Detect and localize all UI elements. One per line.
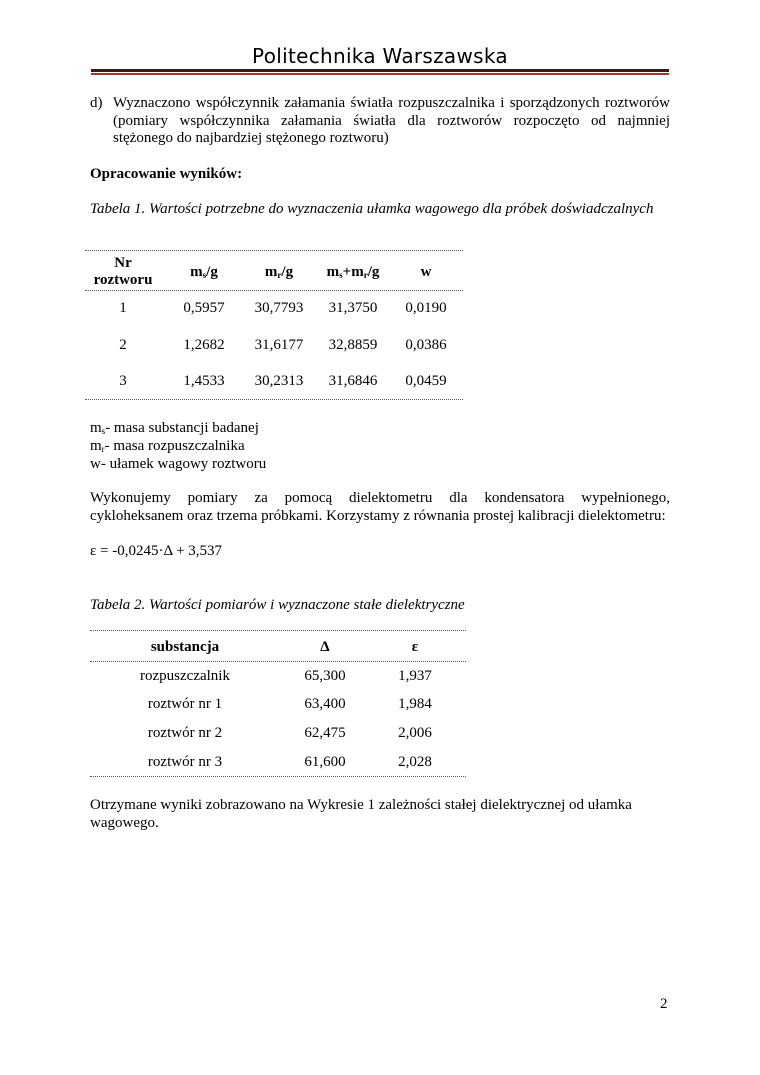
section-heading: Opracowanie wyników: (90, 166, 243, 182)
table-cell: 62,475 (304, 725, 346, 741)
header-nr-line1: Nr (114, 255, 132, 271)
header-rule-dark (91, 69, 669, 72)
table-cell: 1,937 (398, 668, 432, 684)
table-cell: 31,6177 (254, 337, 304, 353)
table1-bottom-rule (85, 399, 463, 400)
calibration-equation: ε = -0,0245·Δ + 3,537 (90, 543, 223, 559)
table-cell: 2,028 (398, 754, 432, 770)
header-rule-red (91, 73, 669, 75)
table-cell: 65,300 (304, 668, 346, 684)
table-cell: 61,600 (304, 754, 346, 770)
table-cell: 0,0386 (405, 337, 447, 353)
table-cell: 63,400 (304, 696, 346, 712)
table1-top-rule (85, 250, 463, 251)
table-cell: 3 (119, 373, 127, 389)
table-cell: 2 (119, 337, 127, 353)
table1-caption: Tabela 1. Wartości potrzebne do wyznaczenia ułamka wagowego dla próbek doświadczalnych (90, 201, 654, 217)
table-cell: 32,8859 (328, 337, 378, 353)
table1-header-sum: $m_s+m_r/g$ (326, 264, 380, 280)
legend-line-ms: $m_s-$ masa substancji badanej (90, 420, 259, 436)
conclusion-paragraph: Otrzymane wyniki zobrazowano na Wykresie 1 zależności stałej dielektrycznej od ułamka wagowego. (90, 797, 632, 831)
table2-top-rule (90, 630, 466, 631)
list-item-d (90, 95, 670, 148)
table1-header-w: w (420, 264, 432, 280)
measurement-paragraph: Wykonujemy pomiary za pomocą dielektometru dla kondensatora wypełnionego, cykloheksanem oraz trzema próbkami. Korzystamy z równania prostej kalibracji dielektometru: (90, 490, 670, 524)
table1-header-rule (85, 290, 463, 291)
table-cell: 31,3750 (328, 300, 378, 316)
page-header-title: Politechnika Warszawska (252, 44, 508, 68)
table2-bottom-rule (90, 776, 466, 777)
table-cell: 30,7793 (254, 300, 304, 316)
table-cell: 0,5957 (183, 300, 225, 316)
table2-header-delta: Δ (320, 639, 330, 655)
legend-line-w: w- ułamek wagowy roztworu (90, 456, 267, 472)
table-cell: roztwór nr 3 (147, 754, 223, 770)
table2-header-rule (90, 661, 466, 662)
table-cell: 0,0459 (405, 373, 447, 389)
table-cell: roztwór nr 1 (147, 696, 223, 712)
table1-header-mr: $m_r/g$ (264, 264, 294, 280)
table-cell: 1,984 (398, 696, 432, 712)
table-cell: 1 (119, 300, 127, 316)
table-cell: rozpuszczalnik (140, 668, 230, 684)
table-cell: 1,4533 (183, 373, 225, 389)
list-item-text: Wyznaczono współczynnik załamania światła rozpuszczalnika i sporządzonych roztworów (pomiary współczynnika załamania światła dla roztworów rozpoczęto od najmniej stężonego do najbardziej stężonego roztworu) (113, 95, 670, 146)
table2-caption: Tabela 2. Wartości pomiarów i wyznaczone stałe dielektryczne (90, 597, 465, 613)
header-nr-line2: roztworu (93, 272, 153, 288)
table-cell: 31,6846 (328, 373, 378, 389)
table-cell: 2,006 (398, 725, 432, 741)
table2-header-epsilon: ε (411, 639, 419, 655)
list-item-label: d) (90, 95, 103, 111)
table-cell: 0,0190 (405, 300, 447, 316)
table1-header-ms: $m_s/g$ (190, 264, 218, 280)
legend-line-mr: $m_r-$ masa rozpuszczalnika (90, 438, 245, 454)
table-cell: 30,2313 (254, 373, 304, 389)
table-cell: 1,2682 (183, 337, 225, 353)
table1-header-nr (85, 255, 161, 295)
table-cell: roztwór nr 2 (147, 725, 223, 741)
page-number: 2 (660, 996, 668, 1012)
table2-header-substance: substancja (150, 639, 220, 655)
